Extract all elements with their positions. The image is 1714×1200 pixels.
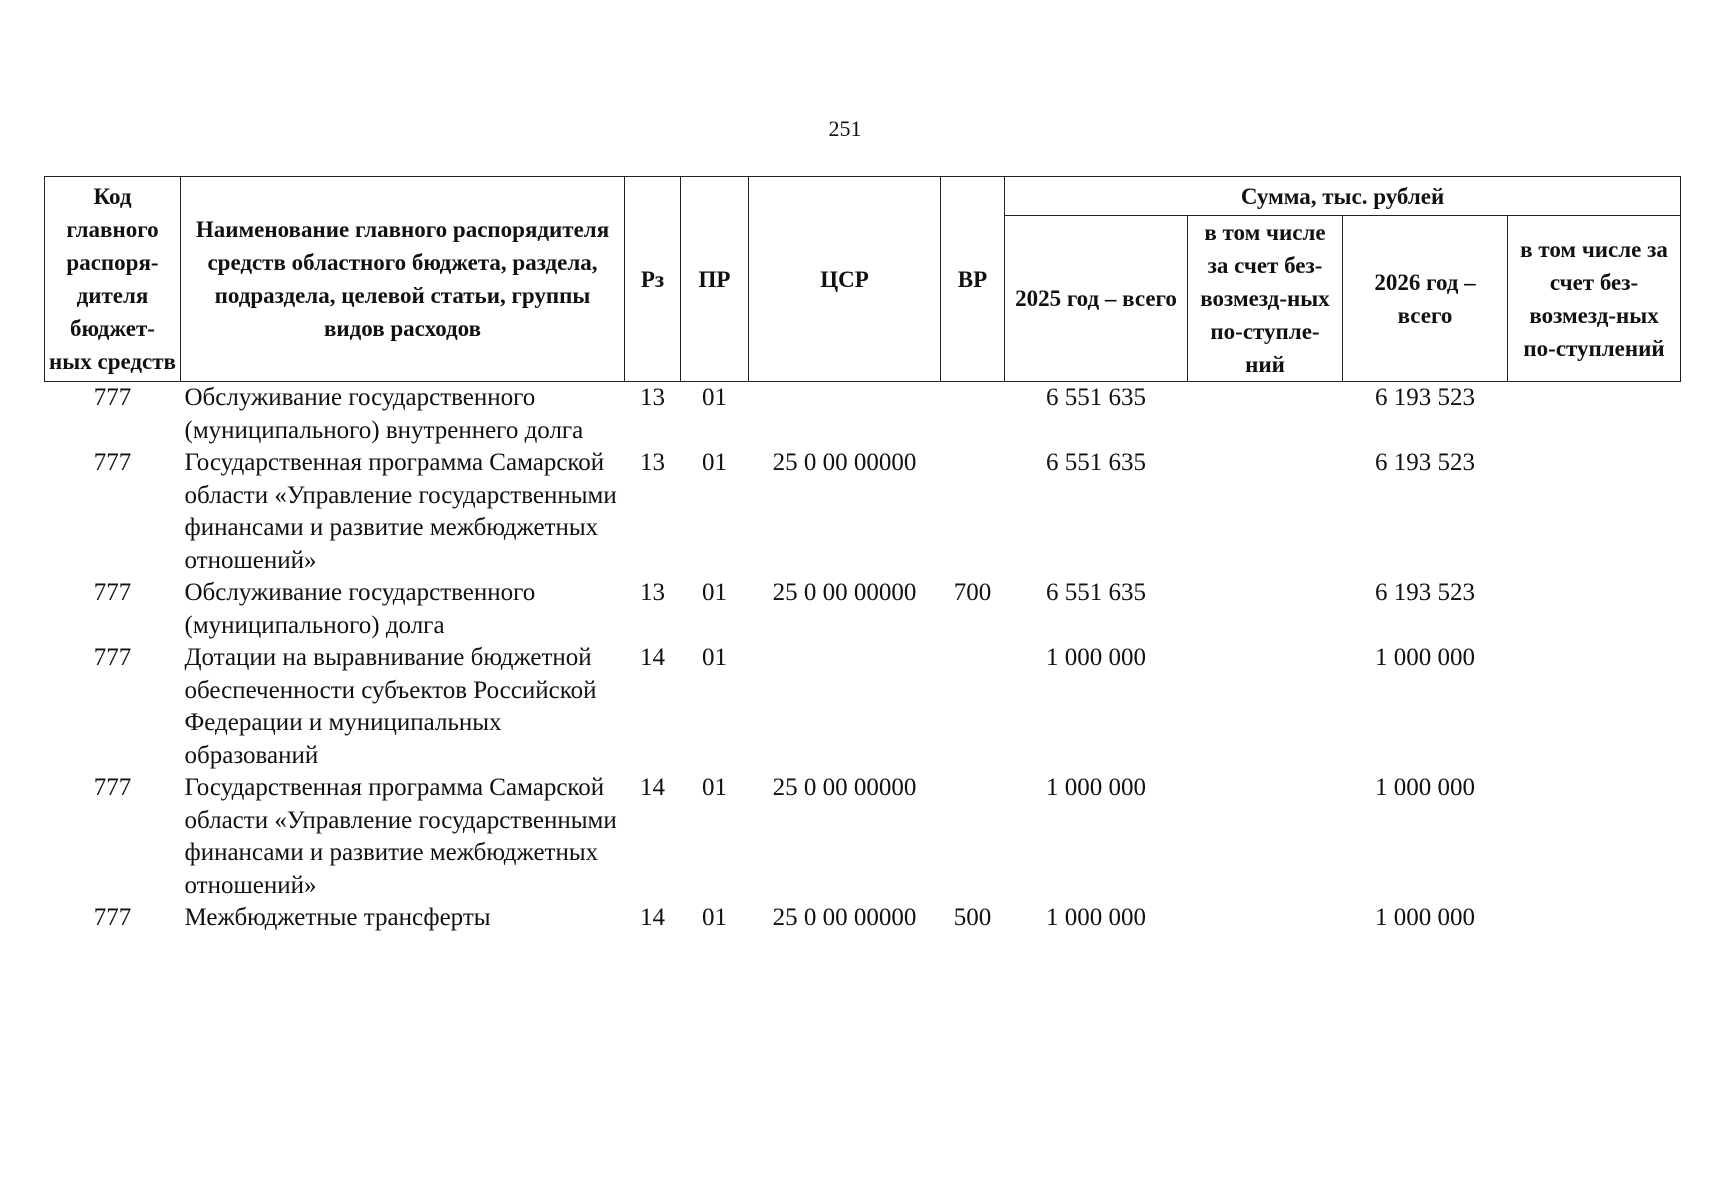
cell-2026-total: 1 000 000 <box>1375 644 1475 671</box>
cell-2026-total: 1 000 000 <box>1375 904 1475 931</box>
cell-2025-gratuitous <box>1188 382 1343 448</box>
cell-2026-gratuitous <box>1508 577 1681 642</box>
cell-2025-gratuitous <box>1188 577 1343 642</box>
page-number: 251 <box>828 116 862 141</box>
cell-pr: 01 <box>702 384 727 411</box>
cell-name: Обслуживание государственного (муниципального) долга <box>184 579 536 639</box>
header-code: Код главного распоря-дителя бюджет-ных средств <box>45 177 181 382</box>
table-row <box>45 382 1681 448</box>
header-pr: ПР <box>681 177 749 382</box>
cell-csr: 25 0 00 00000 <box>772 579 917 606</box>
cell-pr: 01 <box>702 449 727 476</box>
cell-2026-total: 6 193 523 <box>1375 384 1475 411</box>
cell-2025-gratuitous <box>1188 772 1343 902</box>
header-2025-total: 2025 год – всего <box>1005 216 1188 382</box>
cell-vr <box>941 642 1005 772</box>
cell-vr <box>941 382 1005 448</box>
cell-name: Государственная программа Самарской области «Управление государственными финансами и развитие межбюджетных отношений» <box>184 774 617 899</box>
cell-pr: 01 <box>702 904 727 931</box>
cell-rz: 13 <box>640 449 665 476</box>
cell-2025-total: 6 551 635 <box>1046 449 1146 476</box>
cell-rz: 14 <box>640 644 665 671</box>
cell-2025-gratuitous <box>1188 447 1343 577</box>
cell-pr: 01 <box>702 644 727 671</box>
cell-code: 777 <box>93 384 132 411</box>
table-row <box>45 772 1681 902</box>
cell-vr: 500 <box>953 904 992 931</box>
cell-2026-gratuitous <box>1508 902 1681 935</box>
cell-2026-gratuitous <box>1508 447 1681 577</box>
header-2026-total: 2026 год – всего <box>1343 216 1508 382</box>
table-row <box>45 447 1681 577</box>
table-header <box>45 177 1681 382</box>
cell-csr: 25 0 00 00000 <box>772 449 917 476</box>
cell-code: 777 <box>93 904 132 931</box>
cell-vr <box>941 447 1005 577</box>
cell-2025-total: 1 000 000 <box>1046 774 1146 801</box>
header-2025-gratuitous: в том числе за счет без-возмезд-ных по-ступле-ний <box>1188 216 1343 382</box>
cell-2026-gratuitous <box>1508 772 1681 902</box>
header-vr: ВР <box>941 177 1005 382</box>
cell-2026-gratuitous <box>1508 382 1681 448</box>
cell-csr <box>749 382 941 448</box>
cell-2025-gratuitous <box>1188 902 1343 935</box>
cell-rz: 13 <box>640 384 665 411</box>
header-sum-group: Сумма, тыс. рублей <box>1005 177 1681 216</box>
cell-code: 777 <box>93 449 132 476</box>
cell-2026-total: 6 193 523 <box>1375 579 1475 606</box>
cell-code: 777 <box>93 774 132 801</box>
table-row <box>45 642 1681 772</box>
cell-2025-total: 6 551 635 <box>1046 579 1146 606</box>
cell-2026-total: 1 000 000 <box>1375 774 1475 801</box>
cell-2025-total: 1 000 000 <box>1046 644 1146 671</box>
cell-name: Дотации на выравнивание бюджетной обеспеченности субъектов Российской Федерации и муниципальных образований <box>184 644 597 769</box>
cell-rz: 13 <box>640 579 665 606</box>
cell-name: Обслуживание государственного (муниципального) внутреннего долга <box>184 384 584 444</box>
cell-pr: 01 <box>702 579 727 606</box>
cell-2025-total: 1 000 000 <box>1046 904 1146 931</box>
cell-rz: 14 <box>640 774 665 801</box>
cell-rz: 14 <box>640 904 665 931</box>
cell-name: Межбюджетные трансферты <box>184 904 491 931</box>
cell-2025-gratuitous <box>1188 642 1343 772</box>
cell-csr <box>749 642 941 772</box>
cell-vr <box>941 772 1005 902</box>
cell-csr: 25 0 00 00000 <box>772 774 917 801</box>
cell-2026-total: 6 193 523 <box>1375 449 1475 476</box>
header-name: Наименование главного распорядителя средств областного бюджета, раздела, подраздела, целевой статьи, группы видов расходов <box>181 177 625 382</box>
table-body <box>45 382 1681 935</box>
header-2026-gratuitous: в том числе за счет без-возмезд-ных по-ступлений <box>1508 216 1681 382</box>
cell-pr: 01 <box>702 774 727 801</box>
table-row <box>45 577 1681 642</box>
cell-2025-total: 6 551 635 <box>1046 384 1146 411</box>
cell-csr: 25 0 00 00000 <box>772 904 917 931</box>
header-rz: Рз <box>625 177 681 382</box>
cell-name: Государственная программа Самарской области «Управление государственными финансами и развитие межбюджетных отношений» <box>184 449 617 574</box>
cell-2026-gratuitous <box>1508 642 1681 772</box>
table-row <box>45 902 1681 935</box>
cell-code: 777 <box>93 644 132 671</box>
budget-table <box>44 176 1681 935</box>
header-csr: ЦСР <box>749 177 941 382</box>
cell-code: 777 <box>93 579 132 606</box>
cell-vr: 700 <box>953 579 992 606</box>
